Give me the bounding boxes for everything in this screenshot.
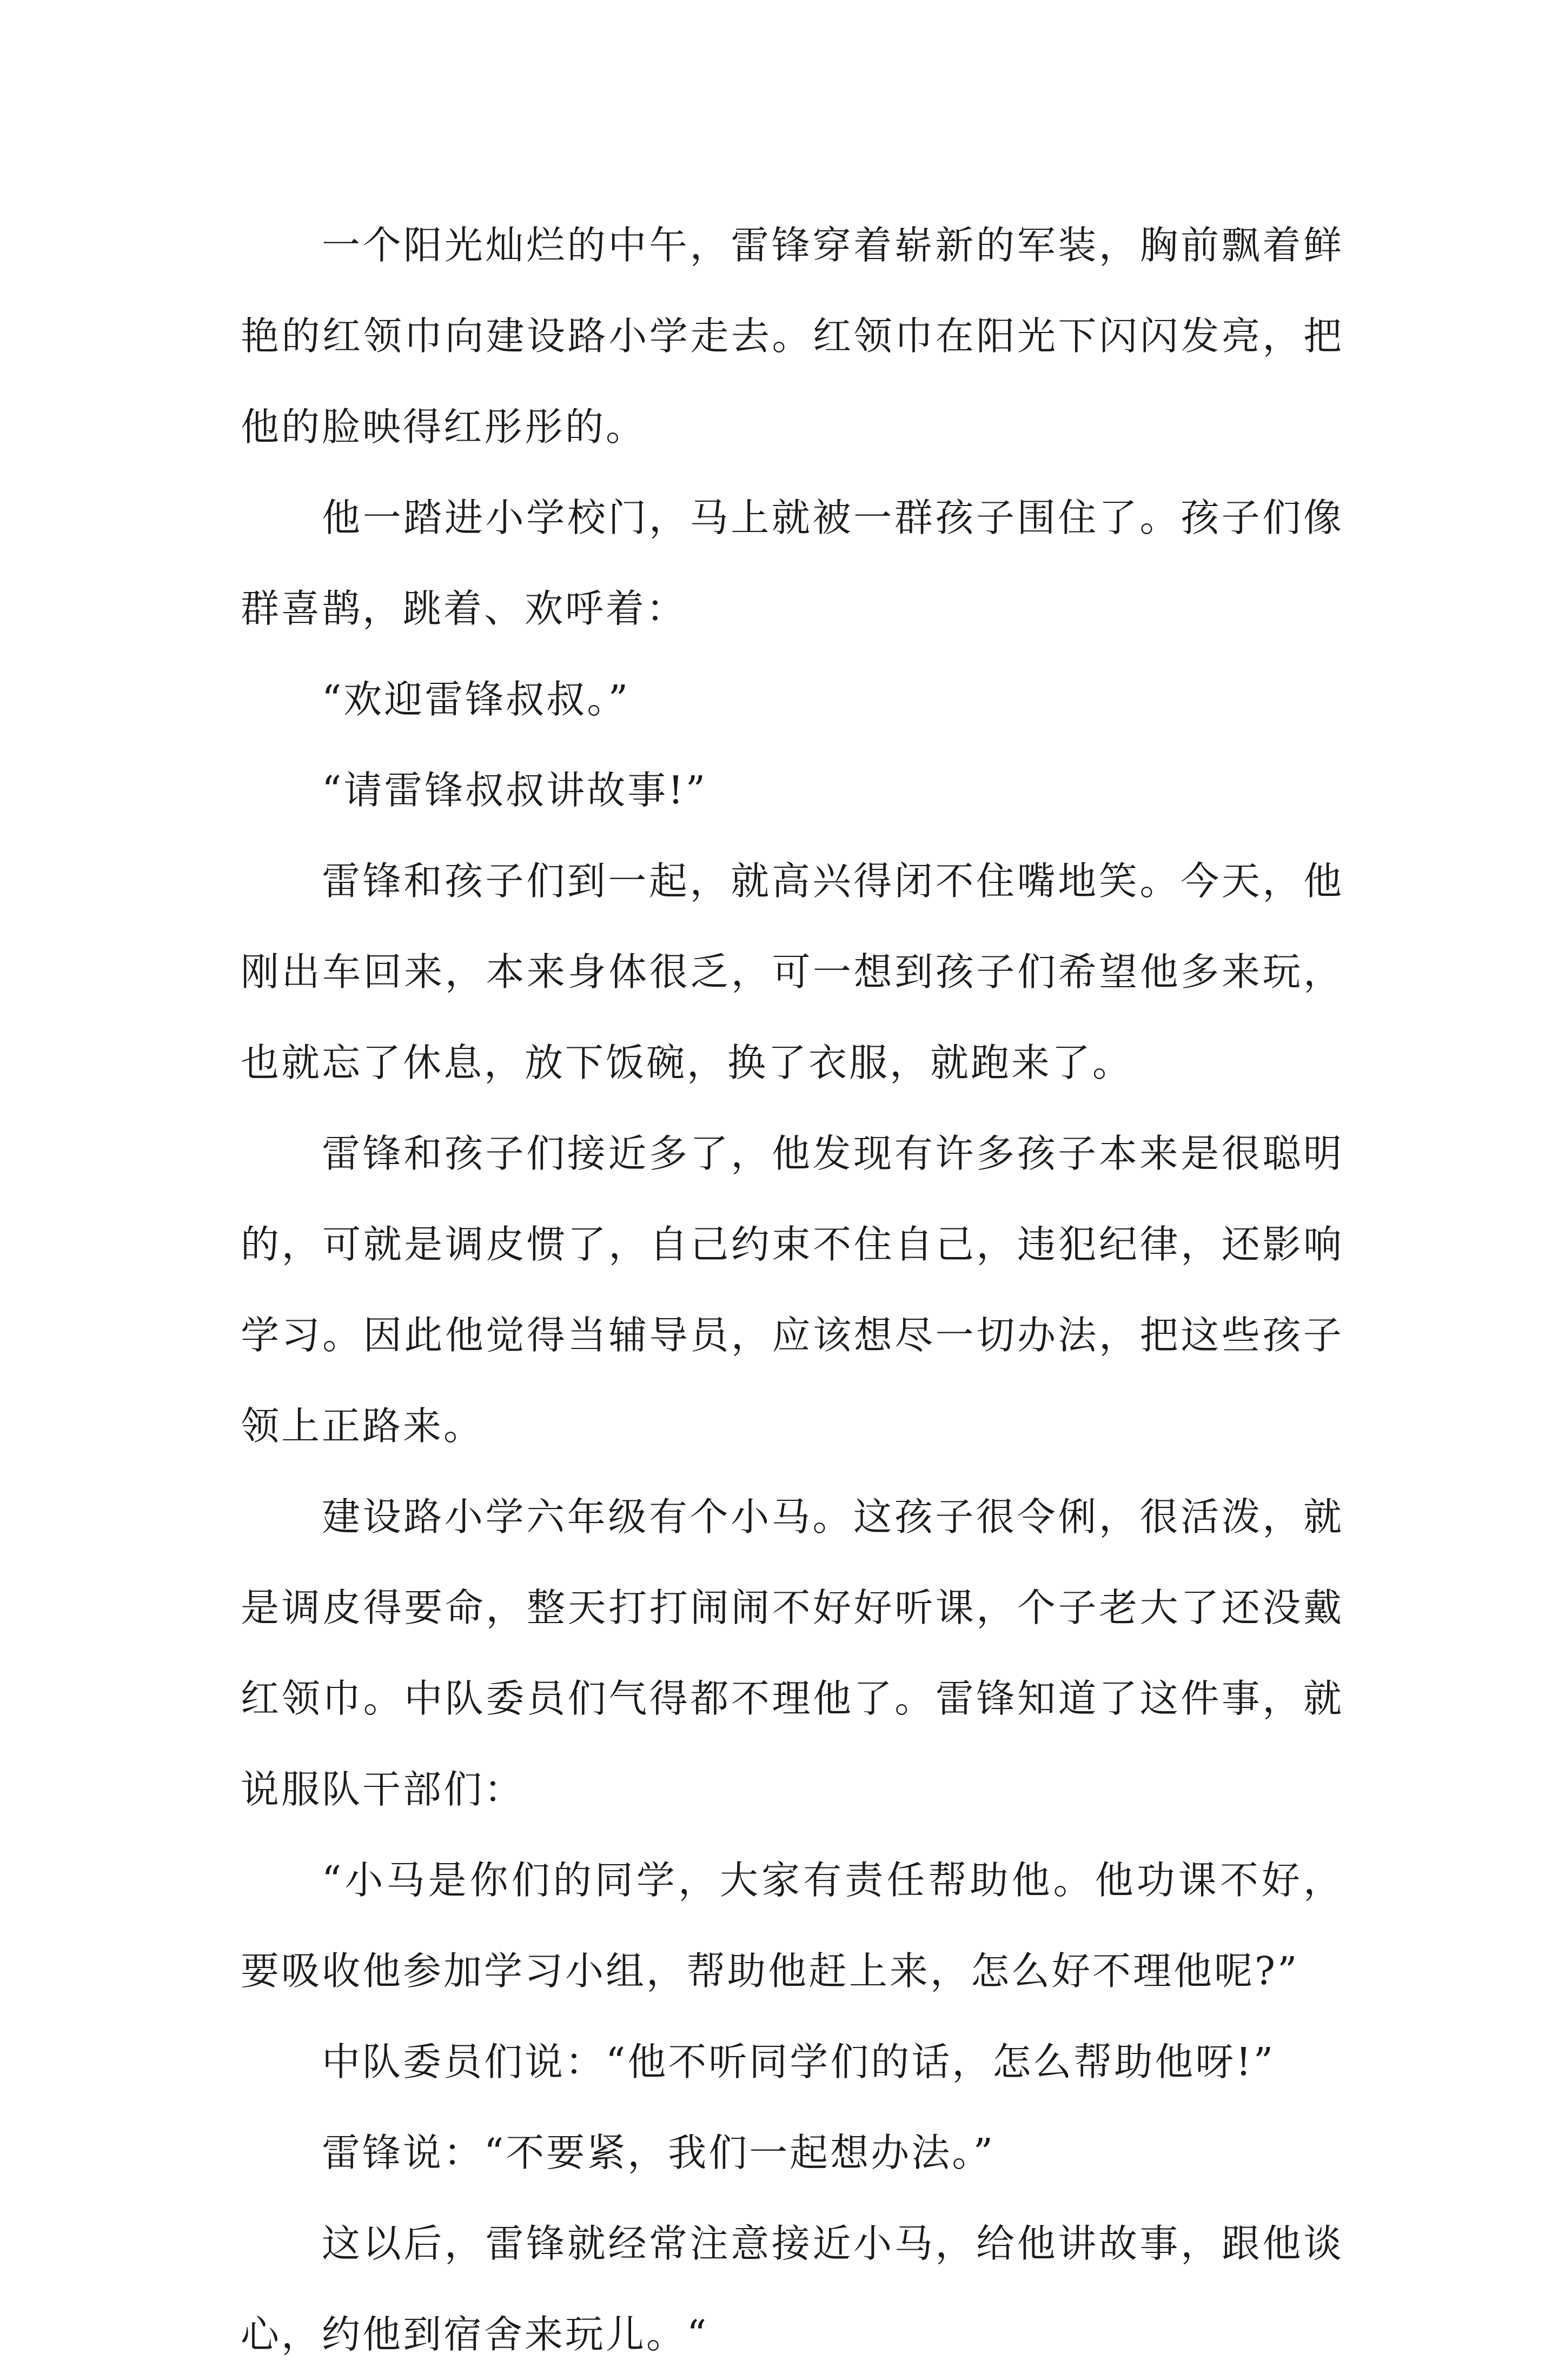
paragraph: 雷锋和孩子们接近多了，他发现有许多孩子本来是很聪明的，可就是调皮惯了，自己约束不住自己，违犯纪律，还影响学习。因此他觉得当辅导员，应该想尽一切办法，把这些孩子领上正路来。 <box>241 1131 1344 1448</box>
paragraph: 这以后，雷锋就经常注意接近小马，给他讲故事，跟他谈心，约他到宿舍来玩儿。“ <box>241 2221 1344 2357</box>
dialogue-line: 中队委员们说：“他不听同学们的话，怎么帮助他呀!” <box>322 2039 1276 2084</box>
paragraph: 他一踏进小学校门，马上就被一群孩子围住了。孩子们像群喜鹊，跳着、欢呼着： <box>241 495 1344 631</box>
article-body <box>241 200 1344 2380</box>
paragraph: “小马是你们的同学，大家有责任帮助他。他功课不好，要吸收他参加学习小组，帮助他赶上来，怎么好不理他呢?” <box>241 1858 1344 1993</box>
paragraph: 一个阳光灿烂的中午，雷锋穿着崭新的军装，胸前飘着鲜艳的红领巾向建设路小学走去。红领巾在阳光下闪闪发亮，把他的脸映得红彤彤的。 <box>241 223 1344 449</box>
paragraph: 建设路小学六年级有个小马。这孩子很令俐，很活泼，就是调皮得要命，整天打打闹闹不好好听课，个子老大了还没戴红领巾。中队委员们气得都不理他了。雷锋知道了这件事，就说服队干部们： <box>241 1494 1344 1812</box>
quote-line: “请雷锋叔叔讲故事!” <box>322 768 708 813</box>
paragraph: 雷锋和孩子们到一起，就高兴得闭不住嘴地笑。今天，他刚出车回来，本来身体很乏，可一想到孩子们希望他多来玩，也就忘了休息，放下饭碗，换了衣服，就跑来了。 <box>241 859 1344 1085</box>
quote-line: “欢迎雷锋叔叔。” <box>322 677 631 722</box>
dialogue-line: 雷锋说：“不要紧，我们一起想办法。” <box>322 2130 996 2175</box>
